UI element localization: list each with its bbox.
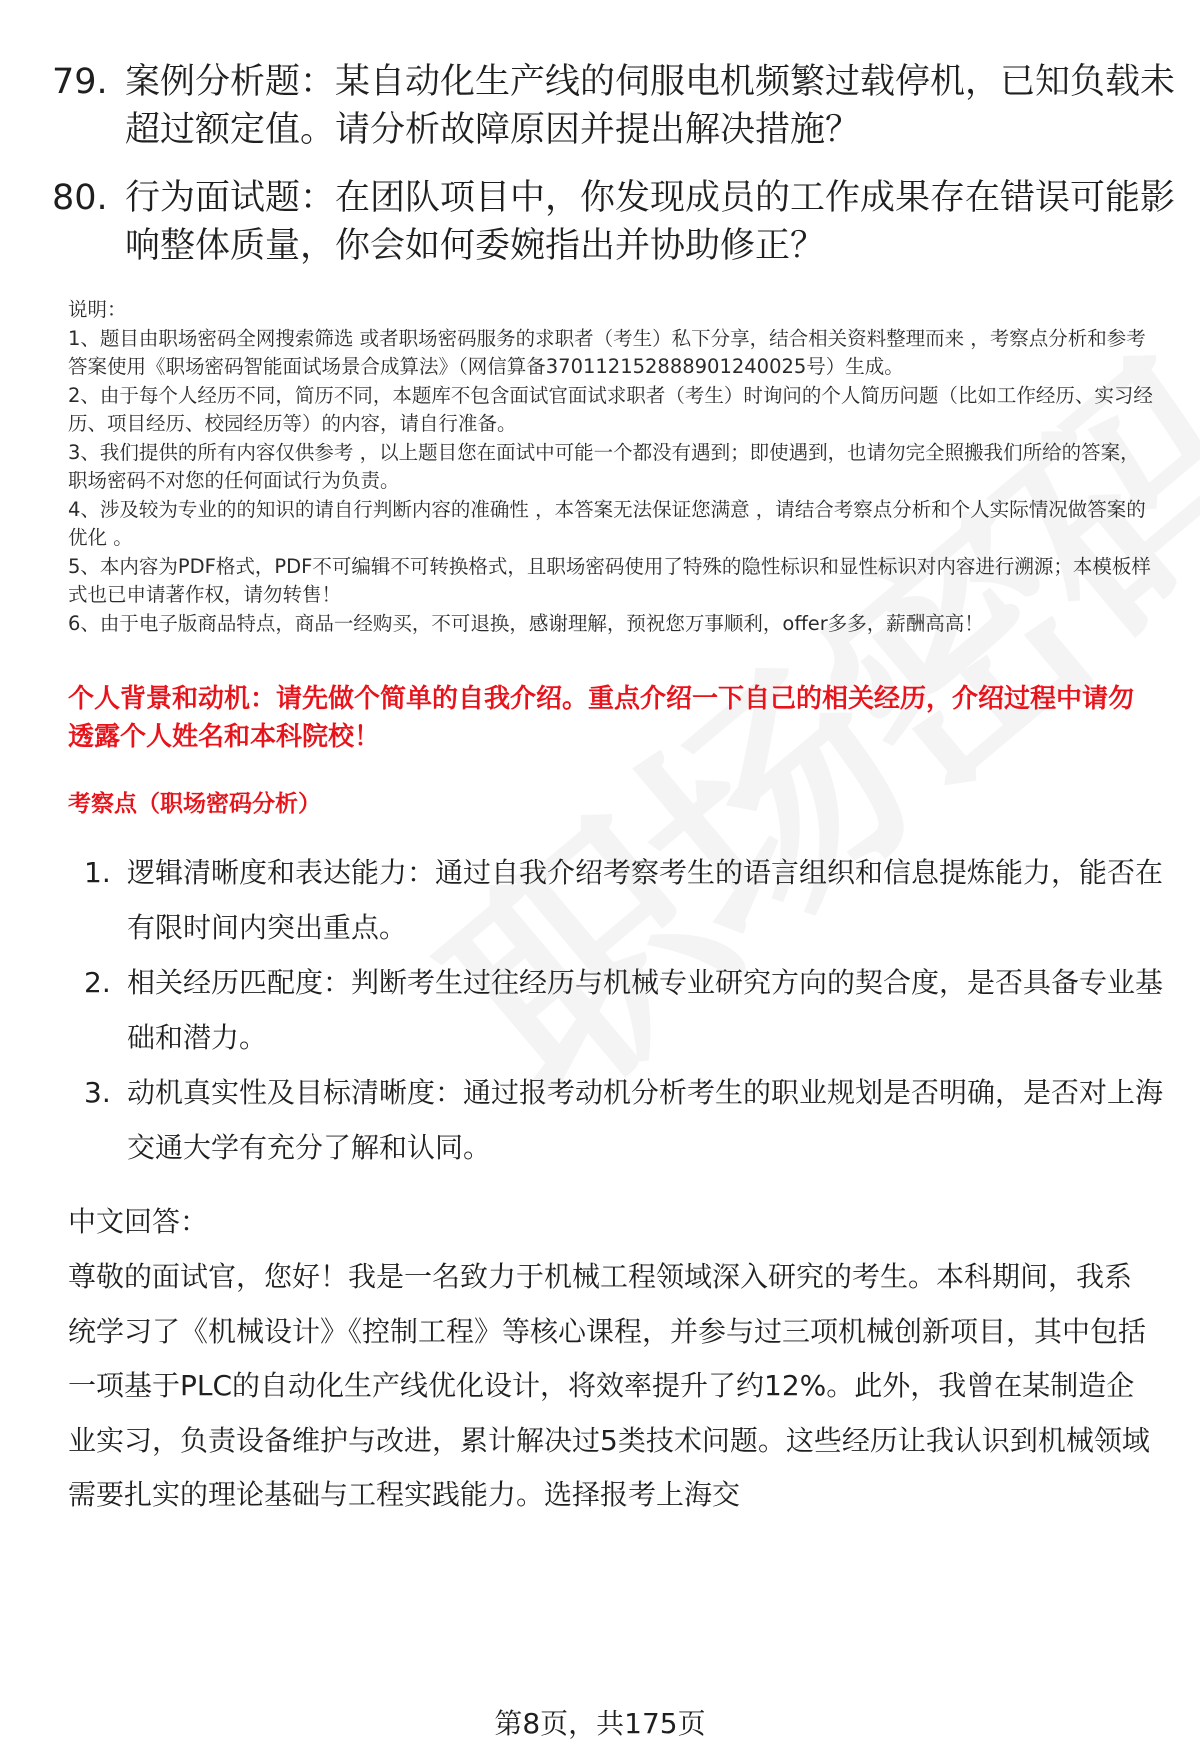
answer-label: 中文回答：	[68, 1205, 209, 1238]
point-number: 1.	[84, 856, 111, 889]
point-number: 3.	[84, 1076, 111, 1109]
assessment-point	[68, 1065, 1168, 1175]
question-number: 80.	[52, 178, 108, 218]
assessment-point	[68, 845, 1168, 955]
question-number: 79.	[52, 62, 108, 102]
point-text: 动机真实性及目标清晰度：通过报考动机分析考生的职业规划是否明确，是否对上海交通大学有充分了解和认同。	[127, 1076, 1164, 1164]
question-79	[52, 58, 1176, 158]
point-text: 相关经历匹配度：判断考生过往经历与机械专业研究方向的契合度，是否具备专业基础和潜力。	[127, 966, 1164, 1054]
assessment-point	[68, 955, 1168, 1065]
notes-block	[68, 296, 1158, 638]
page-footer: 第8页，共175页	[494, 1707, 706, 1740]
question-80	[52, 174, 1176, 274]
assessment-points-title: 考察点（职场密码分析）	[68, 791, 321, 817]
point-text: 逻辑清晰度和表达能力：通过自我介绍考察考生的语言组织和信息提炼能力，能否在有限时间内突出重点。	[127, 856, 1164, 944]
notes-heading: 说明：	[68, 298, 127, 321]
note-item: 2、由于每个人经历不同，简历不同，本题库不包含面试官面试求职者（考生）时询问的个人简历问题（比如工作经历、实习经历、项目经历、校园经历等）的内容，请自行准备。	[68, 383, 1153, 435]
question-text: 案例分析题：某自动化生产线的伺服电机频繁过载停机，已知负载未超过额定值。请分析故障原因并提出解决措施？	[125, 62, 1176, 150]
question-text: 行为面试题：在团队项目中，你发现成员的工作成果存在错误可能影响整体质量，你会如何委婉指出并协助修正？	[125, 178, 1176, 266]
note-item: 1、题目由职场密码全网搜索筛选 或者职场密码服务的求职者（考生）私下分享，结合相关资料整理而来 ，考察点分析和参考答案使用《职场密码智能面试场景合成算法》（网信算备370112152888901240025号）生成。	[68, 326, 1146, 378]
assessment-points-list	[68, 845, 1168, 1175]
section-question-title: 个人背景和动机：请先做个简单的自我介绍。重点介绍一下自己的相关经历，介绍过程中请勿透露个人姓名和本科院校！	[68, 684, 1135, 752]
note-item: 3、我们提供的所有内容仅供参考 ，以上题目您在面试中可能一个都没有遇到；即使遇到，也请勿完全照搬我们所给的答案，职场密码不对您的任何面试行为负责。	[68, 440, 1140, 492]
note-item: 4、涉及较为专业的的知识的请自行判断内容的准确性 ，本答案无法保证您满意 ，请结合考察点分析和个人实际情况做答案的优化 。	[68, 497, 1146, 549]
point-number: 2.	[84, 966, 111, 999]
note-item: 6、由于电子版商品特点，商品一经购买，不可退换，感谢理解，预祝您万事顺利，offer多多，薪酬高高！	[68, 611, 984, 635]
answer-text: 尊敬的面试官，您好！我是一名致力于机械工程领域深入研究的考生。本科期间，我系统学习了《机械设计》《控制工程》等核心课程，并参与过三项机械创新项目，其中包括一项基于PLC的自动化生产线优化设计，将效率提升了约12%。此外，我曾在某制造企业实习，负责设备维护与改进，累计解决过5类技术问题。这些经历让我认识到机械领域需要扎实的理论基础与工程实践能力。选择报考上海交	[68, 1260, 1150, 1511]
note-item: 5、本内容为PDF格式，PDF不可编辑不可转换格式，且职场密码使用了特殊的隐性标识和显性标识对内容进行溯源；本模板样式也已申请著作权，请勿转售！	[68, 554, 1151, 606]
